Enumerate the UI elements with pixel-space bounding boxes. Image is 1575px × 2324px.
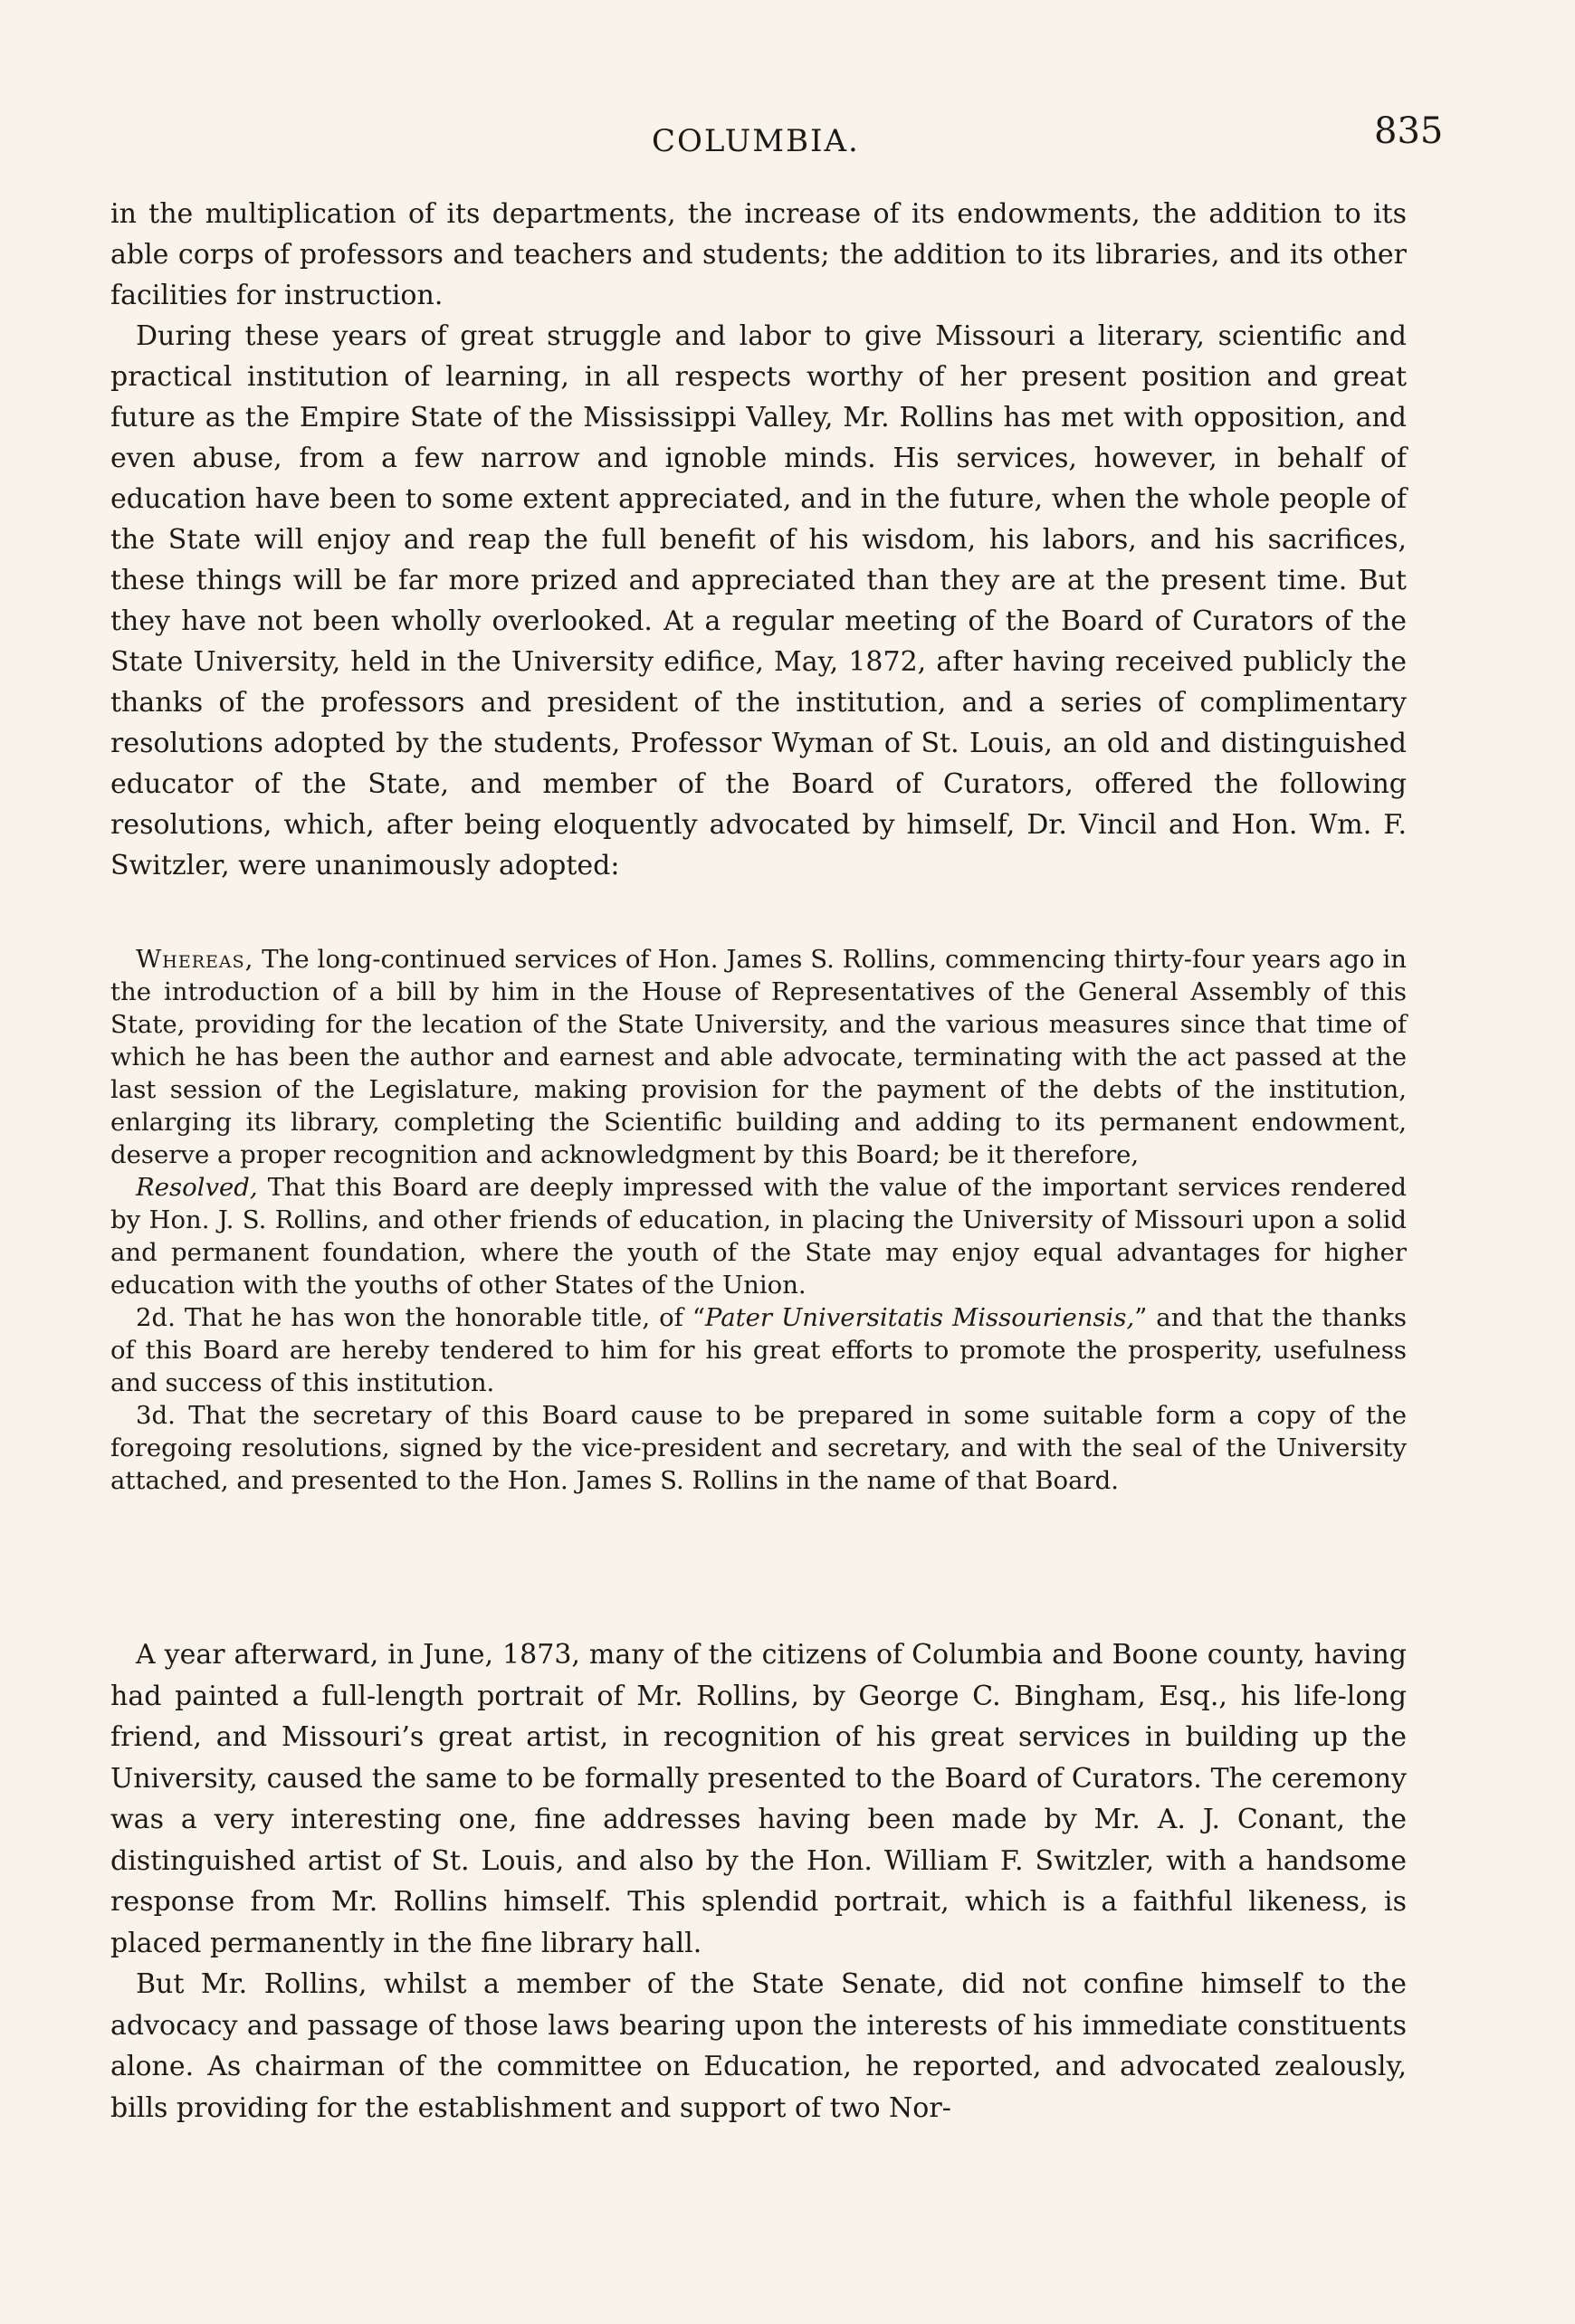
whereas-text: The long-continued services of Hon. James S. Rollins, commencing thirty-four years ago in the introduction of a bill by him in the House of Representatives of the General Assembly of this State, providing for the lecation of the State University, and the various measures since that time of which he has been the author and earnest and able advocate, terminating with the act passed at the last session of the Legislature, making provision for the payment of the debts of the institution, enlarging its library, completing the Scientific building and adding to its permanent endowment, deserve a proper recognition and acknowledgment by this Board; be it therefore, — [110, 945, 1407, 1169]
running-head — [0, 110, 1575, 165]
paragraph-struggle: During these years of great struggle and labor to give Missouri a literary, scientific and practical institution of learning, in all respects worthy of her present position and great future as the Empire State of the Mississippi Valley, Mr. Rollins has met with opposition, and even abuse, from a few narrow and ignoble minds. His services, however, in behalf of education have been to some extent appreciated, and in the future, when the whole people of the State will enjoy and reap the full benefit of his wisdom, his labors, and his sacrifices, these things will be far more prized and appreciated than they are at the present time. But they have not been wholly overlooked. At a regular meeting of the Board of Curators of the State University, held in the University edifice, May, 1872, after having received publicly the thanks of the professors and president of the institution, and a series of complimentary resolutions adopted by the students, Professor Wyman of St. Louis, an old and distinguished educator of the State, and member of the Board of Curators, offered the following resolutions, which, after being eloquently advocated by himself, Dr. Vincil and Hon. Wm. F. Switzler, were unanimously adopted: — [110, 320, 1407, 881]
second-resolution — [110, 1301, 1407, 1399]
third-resolution: 3d. That the secretary of this Board cause to be prepared in some suitable form a copy of the foregoing resolutions, signed by the vice-president and secretary, and with the seal of the University attached, and presented to the Hon. James S. Rollins in the name of that Board. — [110, 1401, 1407, 1495]
whereas-paragraph — [110, 943, 1407, 1171]
paragraph-continuation: in the multiplication of its departments, the increase of its endowments, the addition to its able corps of professors and teachers and students; the addition to its libraries, and its other facilities for instruction. — [110, 198, 1407, 311]
resolved-text: That this Board are deeply impressed with the value of the important services rendered by Hon. J. S. Rollins, and other friends of education, in placing the University of Missouri upon a solid and permanent foundation, where the youth of the State may enjoy equal advantages for higher education with the youths of other States of the Union. — [110, 1173, 1407, 1300]
whereas-label: Whereas, — [136, 945, 254, 974]
paragraph-senate: But Mr. Rollins, whilst a member of the State Senate, did not confine himself to the advocacy and passage of those laws bearing upon the interests of his immediate constituents alone. As chairman of the committee on Education, he reported, and advocated zealously, bills providing for the establishment and support of two Nor- — [110, 1968, 1407, 2124]
second-resolution-start: 2d. That he has won the honorable title, of “ — [136, 1303, 705, 1332]
paragraph-portrait: A year afterward, in June, 1873, many of the citizens of Columbia and Boone county, having had painted a full-length portrait of Mr. Rollins, by George C. Bingham, Esq., his life-long friend, and Missouri’s great artist, in recognition of his great services in building up the University, caused the same to be formally presented to the Board of Curators. The ceremony was a very interesting one, fine addresses having been made by Mr. A. J. Conant, the distinguished artist of St. Louis, and also by the Hon. William F. Switzler, with a handsome response from Mr. Rollins himself. This splendid portrait, which is a faithful likeness, is placed permanently in the fine library hall. — [110, 1639, 1407, 1959]
second-resolution-end: ” and that the thanks of this Board are hereby tendered to him for his great efforts to promote the prosperity, usefulness and success of this institution. — [110, 1303, 1408, 1397]
resolutions-block — [110, 943, 1407, 1497]
header-title: COLUMBIA. — [652, 123, 860, 159]
resolved-label: Resolved, — [136, 1173, 258, 1202]
page-number: 835 — [1374, 110, 1444, 152]
body-text — [110, 194, 1407, 886]
honorary-title: Pater Universitatis Missouriensis, — [704, 1303, 1135, 1332]
resolved-paragraph — [110, 1171, 1407, 1301]
lower-text — [110, 1634, 1407, 2129]
